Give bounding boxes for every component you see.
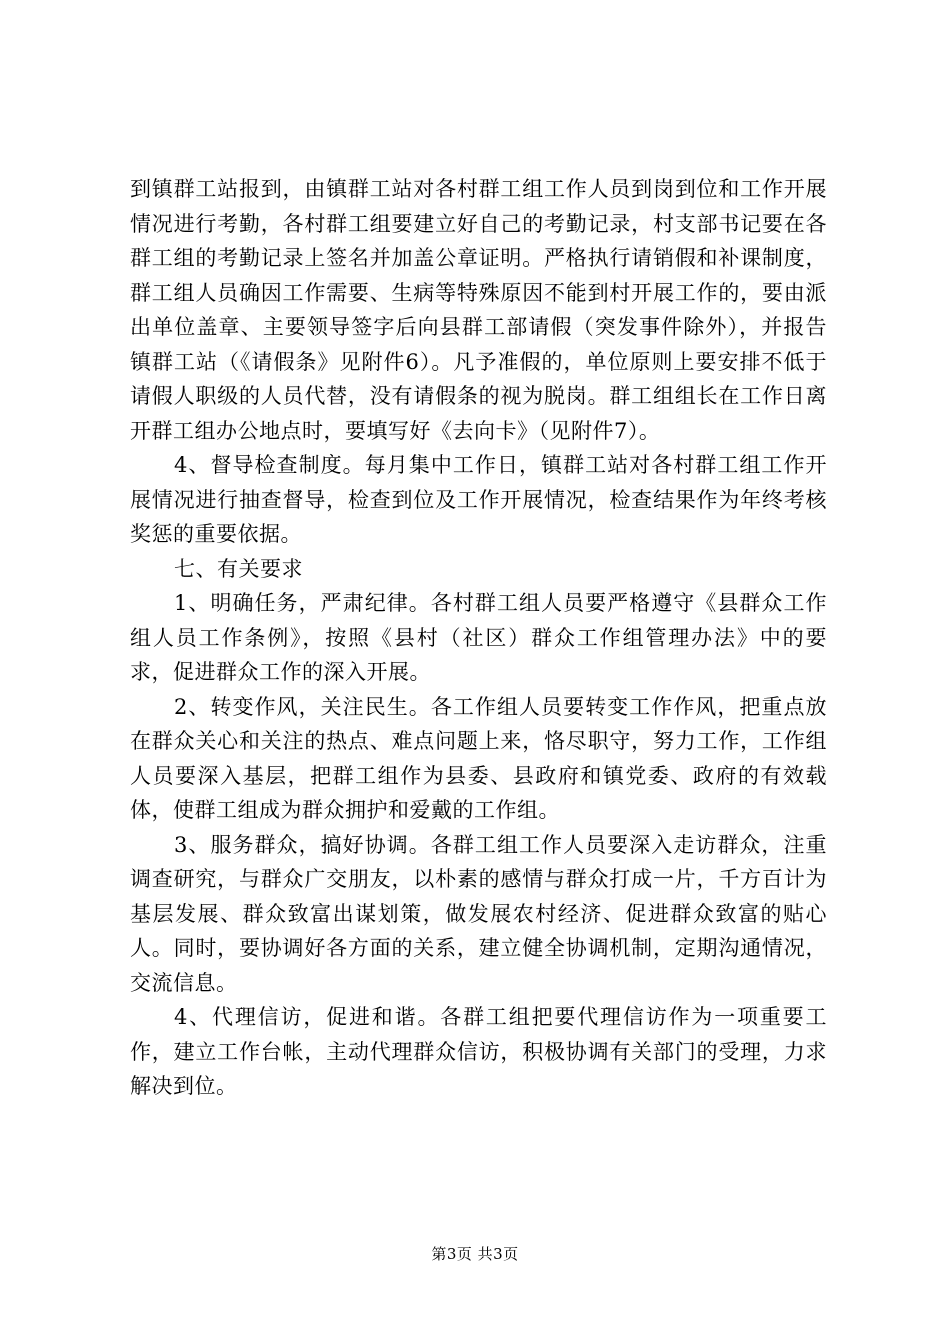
- page-number-label: 第3页 共3页: [431, 1245, 519, 1263]
- page-footer: [0, 1243, 950, 1264]
- paragraph-attendance-continued: 到镇群工站报到，由镇群工站对各村群工组工作人员到岗到位和工作开展情况进行考勤，各村群工组要建立好自己的考勤记录，村支部书记要在各群工组的考勤记录上签名并加盖公章证明。严格执行请销假和补课制度，群工组人员确因工作需要、生病等特殊原因不能到村开展工作的，要由派出单位盖章、主要领导签字后向县群工部请假（突发事件除外），并报告镇群工站（《请假条》见附件6）。凡予准假的，单位原则上要安排不低于请假人职级的人员代替，没有请假条的视为脱岗。群工组组长在工作日离开群工组办公地点时，要填写好《去向卡》（见附件7）。: [130, 177, 827, 443]
- paragraph-requirement-1: 1、明确任务，严肃纪律。各村群工组人员要严格遵守《县群众工作组人员工作条例》，按照《县村（社区）群众工作组管理办法》中的要求，促进群众工作的深入开展。: [130, 591, 827, 684]
- section-heading-requirements: 七、有关要求: [174, 556, 303, 581]
- paragraph-requirement-2: 2、转变作风，关注民生。各工作组人员要转变工作作风，把重点放在群众关心和关注的热点、难点问题上来，恪尽职守，努力工作，工作组人员要深入基层，把群工组作为县委、县政府和镇党委、政府的有效载体，使群工组成为群众拥护和爱戴的工作组。: [130, 694, 827, 822]
- paragraph-supervision-system: 4、督导检查制度。每月集中工作日，镇群工站对各村群工组工作开展情况进行抽查督导，检查到位及工作开展情况，检查结果作为年终考核奖惩的重要依据。: [130, 453, 827, 546]
- document-body: [130, 172, 827, 1104]
- paragraph-requirement-4: 4、代理信访，促进和谐。各群工组把要代理信访作为一项重要工作，建立工作台帐，主动代理群众信访，积极协调有关部门的受理，力求解决到位。: [130, 1005, 827, 1098]
- paragraph-requirement-3: 3、服务群众，搞好协调。各群工组工作人员要深入走访群众，注重调查研究，与群众广交朋友，以朴素的感情与群众打成一片，千方百计为基层发展、群众致富出谋划策，做发展农村经济、促进群众致富的贴心人。同时，要协调好各方面的关系，建立健全协调机制，定期沟通情况，交流信息。: [130, 832, 827, 995]
